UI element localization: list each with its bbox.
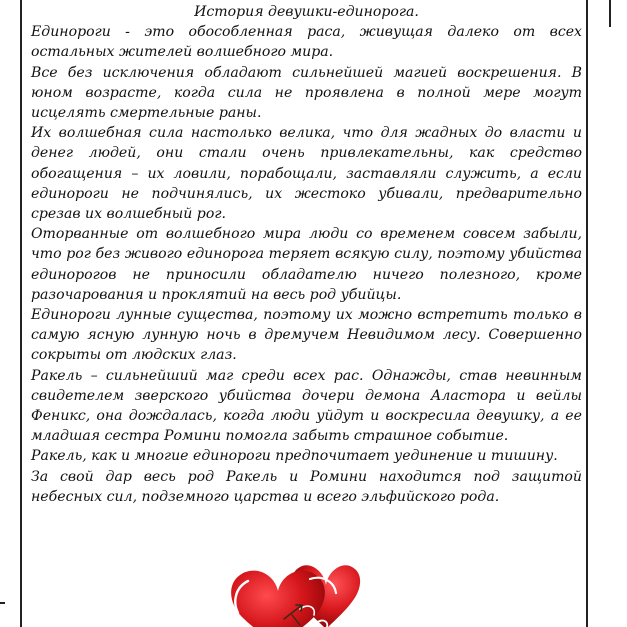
paragraph: Единороги лунные существа, поэтому их можно встретить только в самую ясную лунную ночь в дремучем Невидимом лесу. Совершенно сокрыты от людских глаз.: [31, 307, 582, 364]
right-border-line: [586, 0, 588, 627]
paragraph: За свой дар весь род Ракель и Ромини находится под защитой небесных сил, подземного царства и всего эльфийского рода.: [31, 468, 582, 505]
paragraph: Их волшебная сила настолько велика, что для жадных до власти и денег людей, они стали очень привлекательны, как средство обогащения – их ловили, порабощали, заставляли служить, а если единороги не подчинялись, их жестоко убивали, предварительно срезав их волшебный рог.: [31, 125, 582, 223]
paragraph: Ракель, как и многие единороги предпочитает уединение и тишину.: [31, 448, 558, 465]
paragraph: Все без исключения обладают сильнейшей магией воскрешения. В юном возрасте, когда сила не проявлена в полной мере могут исцелять смертельные раны.: [31, 64, 582, 122]
paragraph: Оторванные от волшебного мира люди со временем совсем забыли, что рог без живого единорога теряет всякую силу, поэтому убийства единорогов не приносили обладателю ничего полезного, кроме разочарования и проклятий на весь род убийцы.: [31, 226, 582, 303]
paragraph: Ракель – сильнейший маг среди всех рас. Однажды, став невинным свидетелем зверского убийства дочери демона Аластора и вейлы Феникс, она дождалась, когда люди уйдут и воскресила девушку, а ее младшая сестра Ромини помогла забыть страшное событие.: [31, 367, 582, 445]
document-title: История девушки-единорога.: [194, 4, 419, 20]
paragraph: Единороги - это обособленная раса, живущая далеко от всех остальных жителей волшебного мира.: [31, 24, 582, 61]
left-edge-dash: [0, 602, 5, 604]
two-hearts-image: [218, 553, 378, 627]
left-border-line: [20, 0, 22, 627]
right-edge-tick: [609, 0, 611, 27]
document-body: [31, 2, 582, 507]
